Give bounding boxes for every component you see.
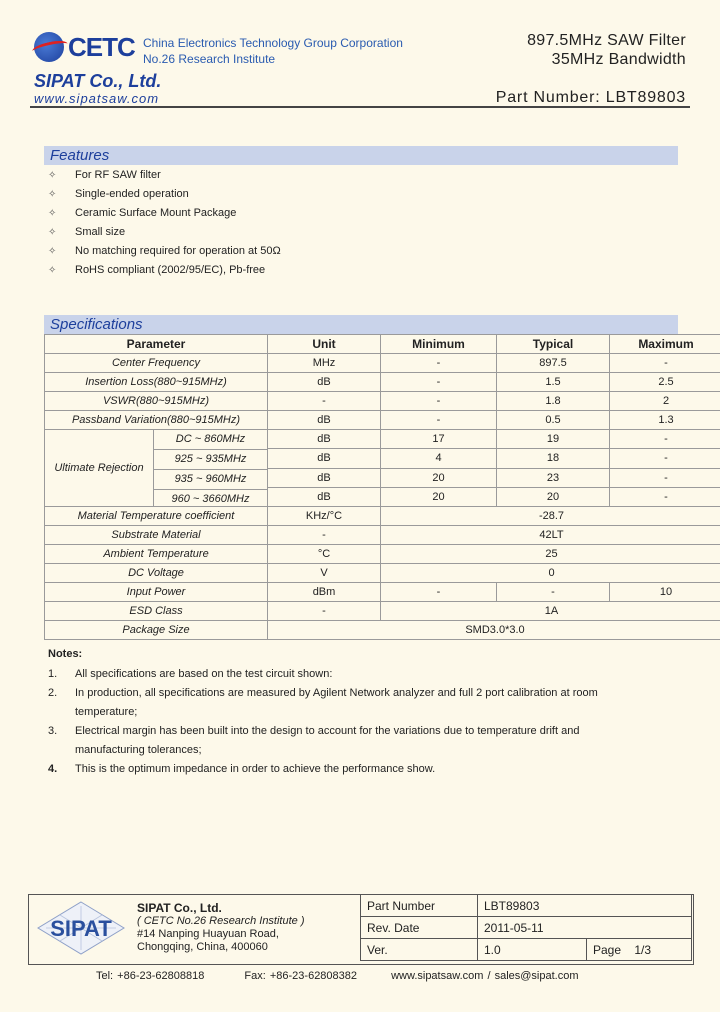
table-row: dB 20 23 - <box>45 468 720 487</box>
list-item: ✧ Ceramic Surface Mount Package <box>48 204 281 223</box>
table-row: Ambient Temperature °C 25 <box>45 545 720 564</box>
footer-company <box>137 902 305 954</box>
sipat-logo <box>36 900 126 956</box>
diamond-bullet-icon: ✧ <box>48 189 57 200</box>
page-value: 1/3 <box>634 942 652 957</box>
table-row: dB 20 20 - <box>45 487 720 506</box>
list-item: ✧ Single-ended operation <box>48 185 281 204</box>
sipat-logo-text: SIPAT <box>50 916 112 941</box>
footer-address-line-1: #14 Nanping Huayuan Road, <box>137 928 279 940</box>
fax: Fax: +86-23-62808382 <box>244 970 358 982</box>
diamond-bullet-icon: ✧ <box>48 265 57 276</box>
rejection-range: 960 ~ 3660MHz <box>171 493 250 505</box>
diamond-bullet-icon: ✧ <box>48 227 57 238</box>
table-row: Passband Variation(880~915MHz) dB - 0.5 1.3 <box>45 411 720 430</box>
product-title-line-1: 897.5MHz SAW Filter <box>527 32 686 49</box>
table-row: Package Size SMD3.0*3.0 <box>45 621 720 640</box>
notes <box>48 648 648 779</box>
note-item: 2. In production, all specifications are measured by Agilent Network analyzer and full 2 port calibration at room temperature; <box>48 687 598 718</box>
footer-company-name: SIPAT Co., Ltd. <box>137 901 222 915</box>
parent-company <box>143 35 403 67</box>
note-item: 1. All specifications are based on the test circuit shown: <box>48 668 333 680</box>
header-maximum: Maximum <box>610 335 720 354</box>
note-item: 3. Electrical margin has been built into the design to account for the variations due to temperature drift and manufacturing tolerances; <box>48 725 580 756</box>
company-line-2: No.26 Research Institute <box>143 52 276 66</box>
notes-title: Notes: <box>48 648 83 660</box>
header-divider <box>30 106 690 108</box>
cetc-logo <box>34 30 135 64</box>
table-row: Material Temperature coefficient KHz/°C -28.7 <box>45 507 720 526</box>
table-row: Input Power dBm - - 10 <box>45 583 720 602</box>
rejection-label: Ultimate Rejection <box>54 462 144 474</box>
table-row: dB 4 18 - <box>45 449 720 468</box>
specifications-section-bar <box>44 315 678 334</box>
rev-value: 2011-05-11 <box>478 917 692 939</box>
rejection-cell <box>45 430 268 507</box>
list-item: ✧ Small size <box>48 223 281 242</box>
note-item: 4. This is the optimum impedance in order to achieve the performance show. <box>48 763 436 775</box>
table-row: ESD Class - 1A <box>45 602 720 621</box>
features-section-bar <box>44 146 678 165</box>
table-row: Ultimate Rejection DC ~ 860MHz 925 ~ 935MHz 935 ~ 960MHz 960 ~ 3660MHz dB 17 19 - <box>45 430 720 449</box>
company-line-1: China Electronics Technology Group Corporation <box>143 36 403 50</box>
header-typical: Typical <box>497 335 610 354</box>
ver-value: 1.0 <box>478 939 587 961</box>
footer-address-line-2: Chongqing, China, 400060 <box>137 941 268 953</box>
specifications-table <box>44 334 720 640</box>
list-item: ✧ RoHS compliant (2002/95/EC), Pb-free <box>48 261 281 280</box>
part-label: Part Number <box>361 895 478 917</box>
footer-institute: ( CETC No.26 Research Institute ) <box>137 915 305 927</box>
part-number-heading: Part Number: LBT89803 <box>495 89 686 106</box>
diamond-bullet-icon: ✧ <box>48 170 57 181</box>
diamond-bullet-icon: ✧ <box>48 208 57 219</box>
diamond-bullet-icon: ✧ <box>48 246 57 257</box>
web-email[interactable]: www.sipatsaw.com / sales@sipat.com <box>391 970 579 982</box>
cetc-logo-text: CETC <box>68 32 135 62</box>
specifications-title: Specifications <box>50 316 143 333</box>
header-minimum: Minimum <box>381 335 497 354</box>
contact-line <box>96 970 579 982</box>
ver-label: Ver. <box>361 939 478 961</box>
table-row <box>361 917 692 939</box>
table-row: Insertion Loss(880~915MHz) dB - 1.5 2.5 <box>45 373 720 392</box>
header-unit: Unit <box>268 335 381 354</box>
table-header-row <box>45 335 720 354</box>
tel: Tel: +86-23-62808818 <box>96 970 205 982</box>
page-label: Page <box>593 942 622 957</box>
sipat-url[interactable]: www.sipatsaw.com <box>34 91 160 106</box>
table-row: DC Voltage V 0 <box>45 564 720 583</box>
page-cell <box>587 939 692 961</box>
rejection-range: 925 ~ 935MHz <box>154 450 267 470</box>
table-row: VSWR(880~915MHz) - - 1.8 2 <box>45 392 720 411</box>
list-item: ✧ For RF SAW filter <box>48 166 281 185</box>
part-value: LBT89803 <box>478 895 692 917</box>
rejection-range: DC ~ 860MHz <box>154 430 267 450</box>
table-row: Substrate Material - 42LT <box>45 526 720 545</box>
feature-list <box>48 166 281 280</box>
table-row <box>361 895 692 917</box>
header-parameter: Parameter <box>45 335 268 354</box>
list-item: ✧ No matching required for operation at 50Ω <box>48 242 281 261</box>
rejection-range: 935 ~ 960MHz <box>154 470 267 490</box>
table-row <box>361 939 692 961</box>
table-row: Center Frequency MHz - 897.5 - <box>45 354 720 373</box>
rev-label: Rev. Date <box>361 917 478 939</box>
features-title: Features <box>50 147 110 164</box>
footer-info-table <box>360 894 692 961</box>
product-title <box>527 31 686 69</box>
product-title-line-2: 35MHz Bandwidth <box>551 51 686 68</box>
sipat-name: SIPAT Co., Ltd. <box>34 71 162 91</box>
